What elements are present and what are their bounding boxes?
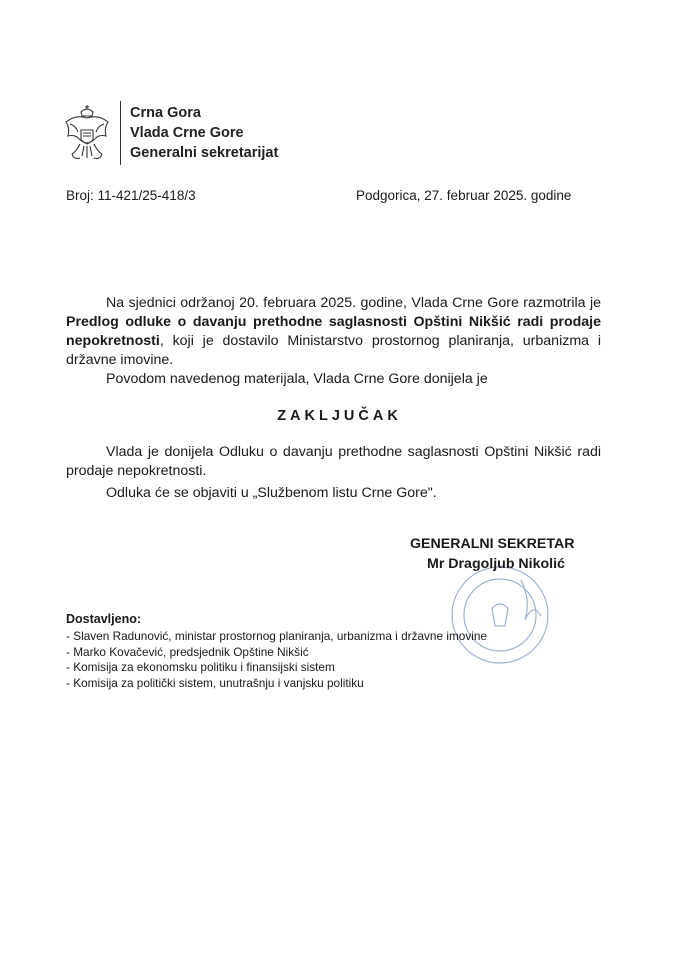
conclusion-heading: ZAKLJUČAK <box>277 408 402 424</box>
distribution-item: - Komisija za politički sistem, unutrašnju i vanjsku politiku <box>66 676 487 692</box>
distribution-item: - Marko Kovačević, predsjednik Opštine Nikšić <box>66 645 487 661</box>
paragraph-decision <box>66 443 601 481</box>
distribution-heading: Dostavljeno: <box>66 612 142 626</box>
coat-of-arms-icon <box>62 104 112 164</box>
header-divider <box>120 101 121 165</box>
paragraph-session-start: Na sjednici održanoj 20. februara 2025. godine, Vlada Crne Gore razmotrila je <box>106 295 601 311</box>
paragraph-decision-text: Vlada je donijela Odluku o davanju prethodne saglasnosti Opštini Nikšić radi prodaje nepokretnosti. <box>66 444 601 479</box>
signatory-name: Mr Dragoljub Nikolić <box>427 556 565 572</box>
paragraph-adopted <box>66 370 601 389</box>
distribution-list <box>66 629 487 691</box>
reference-number: Broj: 11-421/25-418/3 <box>66 188 196 203</box>
header-secretariat: Generalni sekretarijat <box>130 145 279 161</box>
signatory-title: GENERALNI SEKRETAR <box>410 536 575 552</box>
paragraph-session <box>66 294 601 370</box>
header-government: Vlada Crne Gore <box>130 125 244 141</box>
distribution-item: - Komisija za ekonomsku politiku i finansijski sistem <box>66 660 487 676</box>
header-country: Crna Gora <box>130 105 201 121</box>
proposal-title: Predlog odluke o davanju prethodne saglasnosti Opštini Nikšić radi prodaje nepokretnosti <box>66 314 601 349</box>
place-date: Podgorica, 27. februar 2025. godine <box>356 188 572 203</box>
paragraph-publication <box>66 484 601 503</box>
paragraph-adopted-text: Povodom navedenog materijala, Vlada Crne Gore donijela je <box>106 371 488 387</box>
paragraph-publication-text: Odluka će se objaviti u „Službenom listu Crne Gore". <box>106 485 437 501</box>
distribution-item: - Slaven Radunović, ministar prostornog planiranja, urbanizma i državne imovine <box>66 629 487 645</box>
paragraph-session-end: , koji je dostavilo Ministarstvo prostornog planiranja, urbanizma i državne imovine. <box>66 333 601 368</box>
header-block <box>130 103 278 163</box>
